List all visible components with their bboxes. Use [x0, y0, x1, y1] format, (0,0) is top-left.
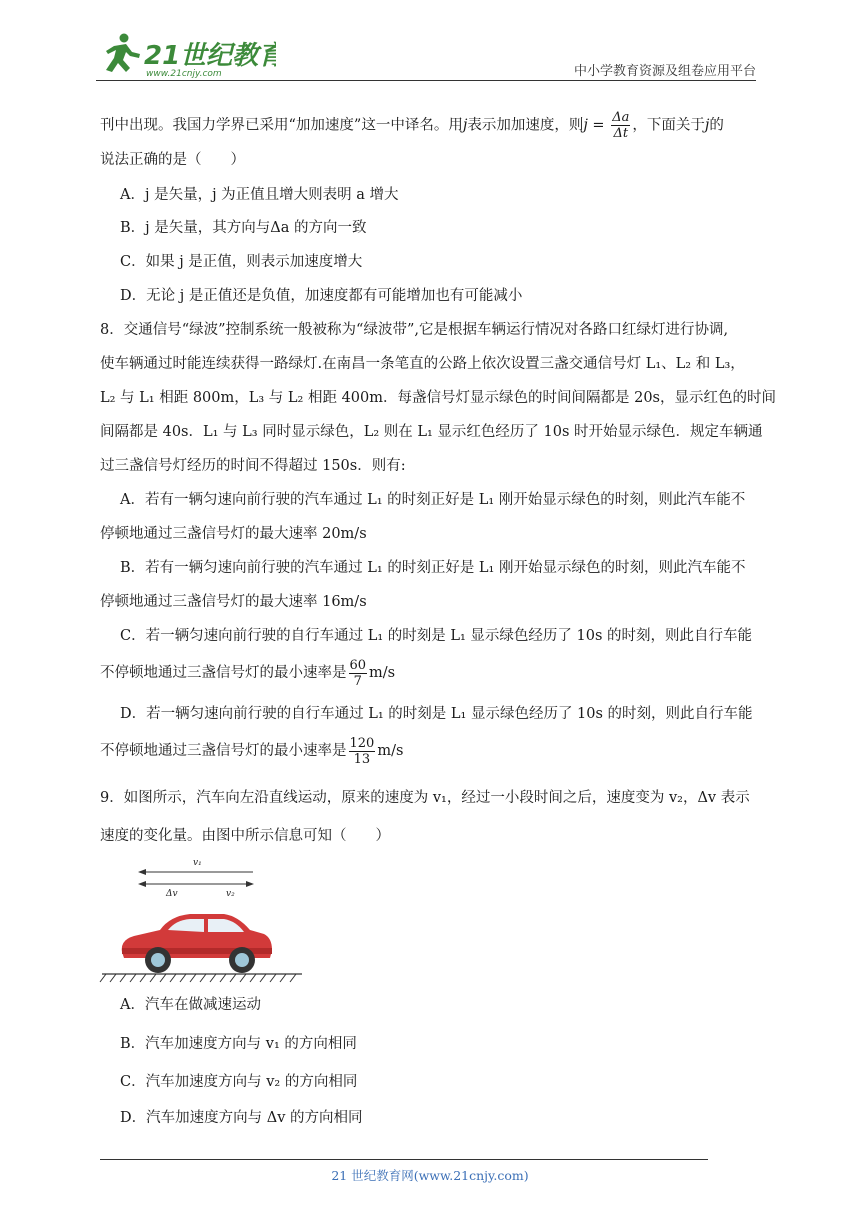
- q9-stem-line-1: 9．如图所示，汽车向左沿直线运动，原来的速度为 v₁，经过一小段时间之后，速度变为 v₂，Δv 表示: [100, 790, 750, 806]
- car-icon: [122, 914, 272, 973]
- q8-stem-line-1: 8．交通信号“绿波”控制系统一般被称为“绿波带”,它是根据车辆运行情况对各路口红绿灯进行协调,: [100, 322, 729, 338]
- q8-stem-line-3: L₂ 与 L₁ 相距 800m，L₃ 与 L₂ 相距 400m．每盏信号灯显示绿色的时间间隔都是 20s，显示红色的时间: [100, 390, 776, 406]
- q8-option-a-cont: 停顿地通过三盏信号灯的最大速率 20m/s: [100, 526, 367, 542]
- footer-divider: [100, 1159, 708, 1160]
- q8-option-c[interactable]: C．若一辆匀速向前行驶的自行车通过 L₁ 的时刻是 L₁ 显示绿色经历了 10s 的时刻，则此自行车能: [120, 628, 753, 644]
- v2-label: v₂: [226, 889, 235, 899]
- dv-label: Δv: [166, 889, 178, 899]
- q8-option-d[interactable]: D．若一辆匀速向前行驶的自行车通过 L₁ 的时刻是 L₁ 显示绿色经历了 10s 的时刻，则此自行车能: [120, 706, 753, 722]
- q8-stem-line-5: 过三盏信号灯经历的时间不得超过 150s．则有:: [100, 458, 406, 474]
- q7-intro-line: 刊中出现。我国力学界已采用“加加速度”这一中译名。用j表示加加速度，则j = $\frac{\Delta a}{\Delta t}$ ，下面关于j的: [100, 110, 724, 141]
- v1-label: v₁: [193, 858, 202, 868]
- q8-option-d-cont: 不停顿地通过三盏信号灯的最小速率是 $\frac{120}{13}$ m/s: [100, 735, 404, 767]
- q7-option-a[interactable]: A．j 是矢量，j 为正值且增大则表明 a 增大: [120, 187, 399, 203]
- q7-stem-end: 说法正确的是（ ）: [100, 152, 245, 168]
- q8-stem-line-4: 间隔都是 40s．L₁ 与 L₃ 同时显示绿色，L₂ 则在 L₁ 显示红色经历了 10s 时开始显示绿色．规定车辆通: [100, 424, 763, 440]
- q9-option-c[interactable]: C．汽车加速度方向与 v₂ 的方向相同: [120, 1074, 358, 1090]
- q9-option-b[interactable]: B．汽车加速度方向与 v₁ 的方向相同: [120, 1036, 357, 1052]
- q8-option-b[interactable]: B．若有一辆匀速向前行驶的汽车通过 L₁ 的时刻正好是 L₁ 刚开始显示绿色的时刻，则此汽车能不: [120, 560, 746, 576]
- min-speed-fraction-c: $\frac{60}{7}$: [349, 657, 367, 689]
- q7-option-b[interactable]: B．j 是矢量，其方向与Δa 的方向一致: [120, 220, 367, 236]
- min-speed-fraction-d: $\frac{120}{13}$: [349, 735, 375, 767]
- logo-title: 21世纪教育: [144, 41, 276, 71]
- q9-option-d[interactable]: D．汽车加速度方向与 Δv 的方向相同: [120, 1110, 363, 1126]
- jerk-fraction: $\frac{\Delta a}{\Delta t}$: [612, 110, 630, 141]
- logo-url: www.21cnjy.com: [146, 69, 222, 79]
- q9-stem-line-2: 速度的变化量。由图中所示信息可知（ ）: [100, 828, 390, 844]
- q8-option-c-cont: 不停顿地通过三盏信号灯的最小速率是 $\frac{60}{7}$ m/s: [100, 657, 396, 689]
- q7-option-d[interactable]: D．无论 j 是正值还是负值，加速度都有可能增加也有可能减小: [120, 288, 523, 304]
- q8-option-b-cont: 停顿地通过三盏信号灯的最大速率 16m/s: [100, 594, 367, 610]
- header-divider: [96, 80, 756, 81]
- q7-option-c[interactable]: C．如果 j 是正值，则表示加速度增大: [120, 254, 363, 270]
- q8-option-a[interactable]: A．若有一辆匀速向前行驶的汽车通过 L₁ 的时刻正好是 L₁ 刚开始显示绿色的时刻，则此汽车能不: [120, 492, 746, 508]
- car-velocity-figure: [98, 852, 308, 987]
- q8-stem-line-2: 使车辆通过时能连续获得一路绿灯.在南昌一条笔直的公路上依次设置三盏交通信号灯 L₁、L₂ 和 L₃，: [100, 356, 745, 372]
- platform-name: 中小学教育资源及组卷应用平台: [573, 64, 756, 79]
- site-logo: [96, 30, 276, 82]
- q9-option-a[interactable]: A．汽车在做减速运动: [120, 997, 261, 1013]
- footer-link[interactable]: 21 世纪教育网(www.21cnjy.com): [331, 1168, 529, 1183]
